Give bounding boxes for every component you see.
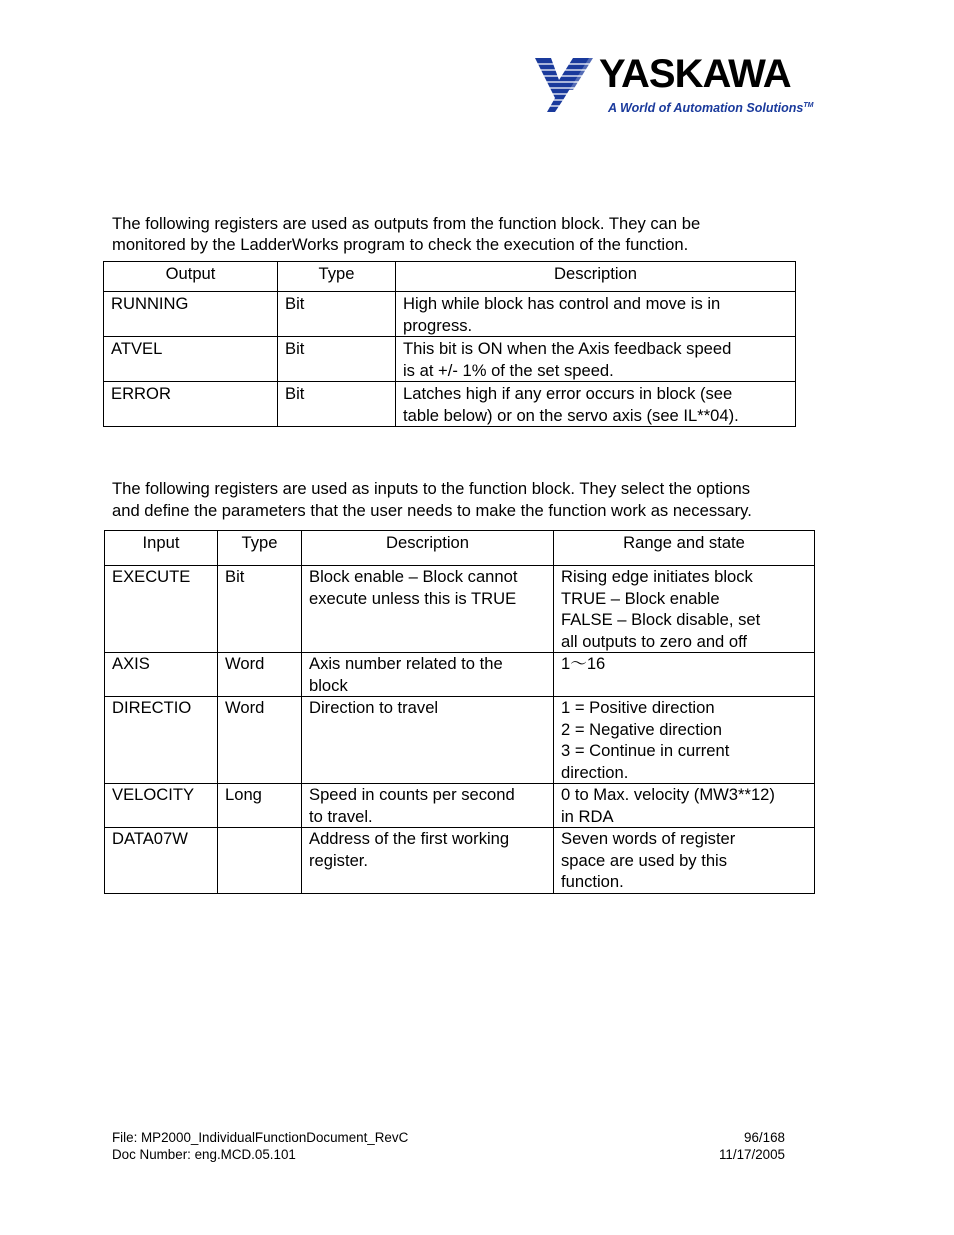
output-name-cell: ATVEL [104,337,278,382]
inputs-intro-line-2: and define the parameters that the user needs to make the function work as necessary. [112,501,752,520]
range-and-state-cell-line: direction. [561,762,629,782]
range-and-state-cell-line: 2 = Negative direction [561,719,722,739]
footer-date: 11/17/2005 [718,1147,785,1162]
description-cell-line: block [309,675,348,695]
range-and-state-cell-line: space are used by this [561,850,728,870]
description-cell-line: Direction to travel [309,698,439,717]
description-cell-line: table below) or on the servo axis (see IL**04). [403,405,739,425]
description-cell-line: is at +/- 1% of the set speed. [403,360,614,380]
description-cell-line: High while block has control and move is in [403,294,721,313]
range-and-state-cell-line: function. [561,872,624,891]
table-header-row [104,262,796,292]
input-name-cell: DIRECTIO [105,697,218,784]
range-and-state-cell [554,828,815,894]
type-cell: Bit [278,382,396,427]
yaskawa-swoosh-icon [533,54,599,114]
column-header-input: Input [105,531,218,566]
type-cell: Long [218,784,302,828]
output-name-cell: RUNNING [104,292,278,337]
range-and-state-cell-line: Rising edge initiates block [561,567,753,586]
type-cell: Word [218,653,302,697]
range-and-state-cell-line: Seven words of register [561,829,736,848]
table-row [105,828,815,894]
description-cell-line: register. [309,850,369,870]
description-cell [396,382,796,427]
description-cell-line: to travel. [309,806,373,826]
description-cell-line: This bit is ON when the Axis feedback speed [403,339,732,358]
description-cell [302,566,554,653]
footer-doc-number: Doc Number: eng.MCD.05.101 [112,1147,296,1162]
range-and-state-cell-line: 1～16 [561,654,606,673]
description-cell [302,653,554,697]
range-and-state-cell-line: 1 = Positive direction [561,698,715,717]
description-cell-line: Speed in counts per second [309,785,515,804]
footer-file: File: MP2000_IndividualFunctionDocument_RevC [112,1130,409,1145]
range-and-state-cell-line: 3 = Continue in current [561,741,730,760]
column-header-type: Type [218,531,302,566]
type-cell: Bit [278,337,396,382]
column-header-description: Description [396,262,796,292]
range-and-state-cell-line: 0 to Max. velocity (MW3**12) [561,785,775,804]
range-and-state-cell [554,697,815,784]
table-row [104,382,796,427]
outputs-intro-line-2: monitored by the LadderWorks program to check the execution of the function. [112,235,689,254]
description-cell-line: Latches high if any error occurs in block (see [403,384,733,403]
description-cell [302,828,554,894]
description-cell-line: Address of the first working [309,829,510,848]
description-cell-line: Axis number related to the [309,654,503,673]
table-header-row [105,531,815,566]
column-header-range-and-state: Range and state [554,531,815,566]
input-name-cell: EXECUTE [105,566,218,653]
range-and-state-cell-line: TRUE – Block enable [561,588,720,608]
input-name-cell: AXIS [105,653,218,697]
table-row [105,784,815,828]
range-and-state-cell-line: FALSE – Block disable, set [561,610,761,629]
outputs-intro-line-1: The following registers are used as outputs from the function block. They can be [112,214,701,233]
inputs-table [104,530,815,894]
table-row [105,566,815,653]
table-row [104,292,796,337]
table-row [105,653,815,697]
range-and-state-cell-line: all outputs to zero and off [561,631,748,651]
description-cell [396,337,796,382]
table-row [104,337,796,382]
range-and-state-cell [554,653,815,697]
description-cell [396,292,796,337]
footer-page-number: 96/168 [744,1130,785,1145]
logo-tagline: A World of Automation Solutions™ [608,101,814,116]
description-cell-line: Block enable – Block cannot [309,567,518,586]
column-header-description: Description [302,531,554,566]
type-cell [218,828,302,894]
logo-wordmark: YASKAWA [599,52,791,96]
yaskawa-logo [533,52,823,116]
range-and-state-cell-line: in RDA [561,806,614,826]
input-name-cell: DATA07W [105,828,218,894]
type-cell: Bit [218,566,302,653]
inputs-intro-line-1: The following registers are used as inputs to the function block. They select the options [112,479,750,498]
column-header-output: Output [104,262,278,292]
description-cell-line: progress. [403,315,473,335]
range-and-state-cell [554,566,815,653]
description-cell-line: execute unless this is TRUE [309,588,517,608]
type-cell: Word [218,697,302,784]
output-name-cell: ERROR [104,382,278,427]
description-cell [302,784,554,828]
outputs-table [103,261,796,427]
input-name-cell: VELOCITY [105,784,218,828]
description-cell [302,697,554,784]
range-and-state-cell [554,784,815,828]
table-row [105,697,815,784]
type-cell: Bit [278,292,396,337]
column-header-type: Type [278,262,396,292]
